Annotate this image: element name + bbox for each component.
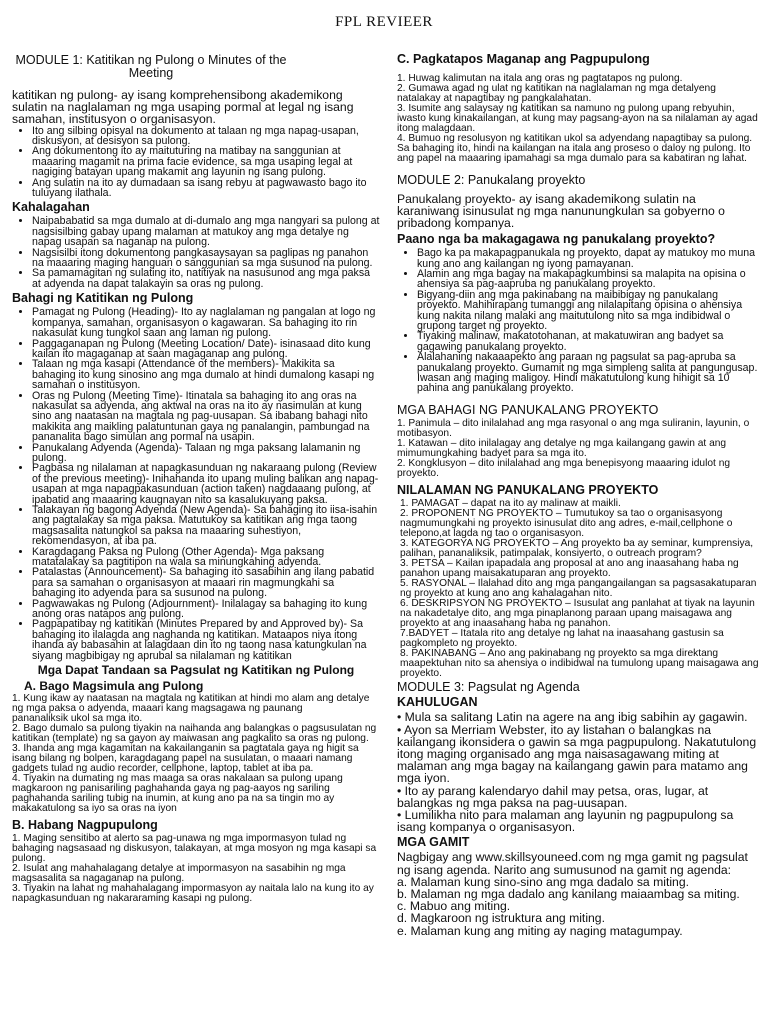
bago-heading: A. Bago Magsimula ang Pulong [24,678,204,693]
list-item: 3. KATEGORYA NG PROYEKTO – Ang proyekto ba ay seminar, kumprensiya, palihan, pananaliksik, patimpalak, konsiyerto, o outreach program? [400,537,754,559]
list-item: b. Malaman ng mga dadalo ang kanilang maiaambag sa miting. [397,886,740,901]
nilalaman-heading: NILALAMAN NG PANUKALANG PROYEKTO [397,482,659,497]
list-item: • Ito ang silbing opisyal na dokumento at talaan ng mga napag-usapan, diskusyon, at desisyon sa pulong. [32,126,380,147]
list-item: • Talaan ng mga kasapi (Attendance of the members)- Makikita sa bahaging ito kung sinosino ang mga dumalo at hindi dumalong kasapi ng samahan o institusyon. [32,359,380,390]
bahagi-heading: Bahagi ng Katitikan ng Pulong [12,291,194,306]
list-item: 2. Gumawa agad ng ulat ng katitikan na naglalaman ng mga detalyeng natalakay at napagtibay ng pangkalahatan. [397,83,716,104]
gamit-intro: Nagbigay ang www.skillsyouneed.com ng mga gamit ng pagsulat ng isang agenda. Narito ang sumusunod na gamit ng agenda: [397,850,748,877]
paano-heading: Paano nga ba makagagawa ng panukalang proyekto? [397,232,716,247]
list-item: • Sa pamamagitan ng sulating ito, natitiyak na nasusunod ang mga paksa at adyenda na dapat talakayin sa oras ng pulong. [32,268,380,289]
list-item: • Panukalang Adyenda (Agenda)- Talaan ng mga paksang lalamanin ng pulong. [32,443,380,464]
list-item: • Alamin ang mga bagay na makapagkumbinsi sa malapita na opisina o ahensiya sa pag-aapruba ng panukalang proyekto. [417,269,761,290]
list-item: 2. Isulat ang mahahalagang detalye at impormasyon na sasabihin ng mga magsasalita sa nagaganap na pulong. [12,863,346,885]
bahagi-panukala-list [397,419,761,479]
list-item: • Lumilikha nito para malaman ang layunin ng pagpupulong sa isang kompanya o organisasyon. [397,807,734,835]
list-item: • Tiyaking malinaw, makatotohanan, at makatuwiran ang badyet sa gagawing panukalang proyekto. [417,331,761,352]
list-item: • Talakayan ng bagong Adyenda (New Agenda)- Sa bahaging ito iisa-isahin ang pagtalakay sa mga paksa. Matutukoy sa katitikan ang mga taong magsasalita natungkol sa paksa na maaaring suhestiyon, rekomendasyon, at iba pa. [32,505,380,547]
list-item: d. Magkaroon ng istruktura ang miting. [397,911,605,926]
page-title: FPL REVIEER [335,14,433,30]
list-item: • Pagpapatibay ng katitikan (Minutes Prepared by and Approved by)- Sa bahaging ito ilalagda ang naghanda ng katitikan. Mataapos niya itong ihanda ay babasahin at lalagdaan din ito ng taong nasa katungkulan na siyang magbibigay ng aprubal sa nilalaman ng katitikan [32,619,380,661]
intro-bullets [12,126,380,199]
right-column [397,50,761,937]
list-item: 2. PROPONENT NG PROYEKTO – Tumutukoy sa tao o organisasyong nagmumungkahi ng proyekto isinusulat dito ang adres, e-mail,cellphone o telepono,at lagda ng tao o organisasyon. [400,507,733,539]
list-item: c. Mabuo ang miting. [397,899,511,914]
list-item: 7.BADYET – Itatala rito ang detalye ng lahat na inaasahang gastusin sa pagkompleto ng proyekto. [400,627,724,649]
bahagi-bullets [12,307,380,661]
list-item: 2. Bago dumalo sa pulong tiyakin na naihanda ang balangkas o pagsusulatan ng katitikan (template) ng sa gayon ay maiwasan ang pagkalito sa oras ng pulong. [12,723,377,745]
list-item: • Karagdagang Paksa ng Pulong (Other Agenda)- Mga paksang matatalakay sa pagtitipon na wala sa minungkahing adyenda. [32,547,380,568]
list-item: 3. Tiyakin na lahat ng mahahalagang impormasyon ay naitala lalo na kung ito ay napagkasunduan ng nakararaming kasapi ng pulong. [12,883,374,905]
kahulugan-list [397,711,761,833]
list-item: • Pamagat ng Pulong (Heading)- Ito ay naglalaman ng pangalan at logo ng kompanya, samahan, organisasyon o kagawaran. Sa bahaging ito rin nakasulat kung tungkol saan ang laman ng pulong. [32,307,380,338]
list-item: e. Malaman kung ang miting ay naging matagumpay. [397,923,683,938]
list-item: • Nagsisilbi itong dokumentong pangkasaysayan sa paglipas ng panahon na maaaring maging hanguan o sanggunian sa mga susunod na pulong. [32,248,380,269]
list-item: 1. Maging sensitibo at alerto sa pag-unawa ng mga impormasyon tulad ng bahaging nagsasaad ng diskusyon, talakayan, at mga mosyon ng mga kasapi sa pulong. [12,833,377,865]
list-item: • Ayon sa Merriam Webster, ito ay listahan o balangkas na kailangang ikonsidera o gawin sa mga pagpupulong. Nakatutulong itong maging organisado ang mga naisasagawang miting at malaman ang mga bagay na kailangang gawin para matamo ang mga iyon. [397,722,757,786]
list-item: • Ito ay parang kalendaryo dahil may petsa, oras, lugar, at balangkas ng mga paksa na pag-uusapan. [397,783,709,810]
list-item: • Oras ng Pulong (Meeting Time)- Itinatala sa bahaging ito ang oras na nakasulat sa adyenda, ang aktwal na oras na ito ay nasimulan at kung sino ang naatasan na magtala ng pag-uusapan. Sa ibabang bahagi nito makikita ang maikling palatuntunan gaya ng panalangin, pambungad na pananalita bago simulan ang pormal na usapin. [32,391,380,443]
module1-heading: MODULE 1: Katitikan ng Pulong o Minutes of the Meeting [15,53,287,80]
list-item: 8. PAKINABANG – Ano ang pakinabang ng proyekto sa mga direktang maapektuhan nito sa ahensiya o indibidwal na tumulong upang maisagawa ang proyekto. [400,647,759,679]
list-item: 1. Huwag kalimutan na itala ang oras ng pagtatapos ng pulong. [397,73,683,84]
left-column [12,50,380,904]
list-item: 6. DESKRIPSYON NG PROYEKTO – Isusulat ang panlahat at tiyak na layunin na nakadetalye dito, ang mga pinaplanong paraan upang maisagawa ang proyekto at ang inaasahang haba ng panahon. [400,597,755,629]
pagkatapos-list [397,74,761,164]
module2-heading: MODULE 2: Panukalang proyekto [397,173,586,187]
module3-heading: MODULE 3: Pagsulat ng Agenda [397,679,580,694]
list-item: 1. Panimula – dito inilalahad ang mga rasyonal o ang mga suliranin, layunin, o motibasyon. [397,417,750,439]
list-item: 3. Ihanda ang mga kagamitan na kakailanganin sa pagtatala gaya ng higit sa isang bilang ng bolpen, karagdagang papel na susulatan, o maaari namang gadgets tulad ng audio recorder, cellphone, laptop, tablet at iba pa. [12,743,359,775]
dapat-tandaan-heading: Mga Dapat Tandaan sa Pagsulat ng Katitikan ng Pulong [37,663,355,678]
list-item: • Mula sa salitang Latin na agere na ang ibig sabihin ay gagawin. [397,710,748,725]
bahagi-panukala-heading: MGA BAHAGI NG PANUKALANG PROYEKTO [397,402,659,417]
list-item: 4. Tiyakin na dumating ng mas maaga sa oras nakalaan sa pulong upang magkaroon ng panisariling paghahanda gaya ng pag-aayos ng sariling paghahanda sariling tubig na inumin, at kung ano pa na sa tingin mo ay makakatulong sa iyo sa oras na iyon [12,773,343,815]
kahalagahan-heading: Kahalagahan [12,200,90,215]
list-item: 1. Katawan – dito inilalagay ang detalye ng mga kailangang gawin at ang mimumungkahing badyet para sa mga ito. [397,437,727,459]
paano-bullets [397,248,761,394]
list-item: 1. Kung ikaw ay naatasan na magtala ng katitikan at hindi mo alam ang detalye ng mga paksa o adyenda, maaari kang magsagawa ng paunang [12,693,370,715]
bago-list [12,694,380,814]
list-item: 3. Isumite ang salaysay ng katitikan sa namuno ng pulong upang rebyuhin, iwasto kung kinakailangan, at kung may pagsang-ayon na sa nilalaman ay agad itong malagdaan. [397,103,758,134]
list-item: • Pagbasa ng nilalaman at napagkasunduan ng nakaraang pulong (Review of the previous meeting)- Inihahanda ito upang muling balikan ang napag-usapan at mga napagpakasunduan (action taken) nagdaaang pulong, at ipabatid ang maaaring kaugnayan nito sa kasalukuyang paksa. [32,463,380,505]
list-item: • Alalahaning nakaaapekto ang paraan ng pagsulat sa pag-apruba sa panukalang proyekto. Gumamit ng mga simpleng salita at pangungusap. Iwasan ang maging maligoy. Hindi makatutulong kung hihigit sa 10 pahina ang panukalang proyekto. [417,352,761,394]
list-item: • Bigyang-diin ang mga pakinabang na maibibigay ng panukalang proyekto. Mahihirapang tumanggi ang nilalapitang opisina o ahensiya kung nakita nilang malaki ang maitutulong nito sa mga indibidwal o grupong target ng proyekto. [417,290,761,332]
gamit-list [397,876,761,937]
list-item: a. Malaman kung sino-sino ang mga dadalo sa miting. [397,874,689,889]
habang-heading: B. Habang Nagpupulong [12,818,158,833]
list-item: • Naipababatid sa mga dumalo at di-dumalo ang mga nangyari sa pulong at nagsisilbing gabay upang malaman at matukoy ang mga detalye ng napag usapan sa naganap na pulong. [32,216,380,247]
list-item: • Paggaganapan ng Pulong (Meeting Location/ Date)- isinasaad dito kung kailan ito magaganap at saan magaganap ang pulong. [32,339,380,360]
habang-list [12,834,380,904]
list-item: • Pagwawakas ng Pulong (Adjournment)- Inilalagay sa bahaging ito kung anong oras natapos ang pulong. [32,599,380,620]
list-item: pananaliksik ukol sa mga ito. [12,713,143,725]
list-item: 5. RASYONAL – Ilalahad dito ang mga pangangailangan sa pagsasakatuparan ng proyekto at kung ano ang kahalagahan nito. [400,577,757,599]
module2-intro: Panukalang proyekto- ay isang akademikong sulatin na karaniwang isinusulat ng mga nanunungkulan sa gobyerno o pribadong kompanya. [397,191,725,230]
list-item: 4. Bumuo ng resolusyon ng katitikan ukol sa adyendang napagtibay sa pulong. Sa bahaging ito, hindi na kailangan na itala ang proseso o daloy ng pulong. Ito ang papel na maaaring ipamahagi sa mga dumalo para sa kabatiran ng lahat. [397,133,753,164]
list-item: • Patalastas (Announcement)- Sa bahaging ito sasabihin ang ilang pabatid para sa samahan o organisasyon at maaari rin magmungkahi sa bahaging ito adyenda para sa susunod na pulong. [32,567,380,598]
pagkatapos-heading: C. Pagkatapos Maganap ang Pagpupulong [397,52,650,66]
module1-intro: katitikan ng pulong- ay isang komprehensibong akademikong sulatin na naglalaman ng mga usaping pormal at legal ng isang samahan, institusyon o organisasyon. [12,88,354,127]
list-item: 1. PAMAGAT – dapat na ito ay malinaw at maikli. [400,497,621,509]
nilalaman-list [397,499,761,679]
kahalagahan-bullets [12,216,380,289]
list-item: • Ang dokumentong ito ay maituturing na matibay na sanggunian at maaaring magamit na prima facie evidence, sa mga usaping legal at nagiging batayan upang makamit ang layunin ng isang pulong. [32,146,380,177]
gamit-heading: MGA GAMIT [397,835,470,850]
kahulugan-heading: KAHULUGAN [397,695,478,710]
list-item: • Bago ka pa makapagpanukala ng proyekto, dapat ay matukoy mo muna kung ano ang kailangan ng iyong pamayanan. [417,248,761,269]
list-item: • Ang sulatin na ito ay dumadaan sa isang rebyu at pagwawasto bago ito tuluyang ilathala. [32,178,380,199]
list-item: 3. PETSA – Kailan ipapadala ang proposal at ano ang inaasahang haba ng panahon upang maisakatuparan ang proyekto. [400,557,739,579]
list-item: 2. Kongklusyon – dito inilalahad ang mga benepisyong maaaring idulot ng proyekto. [397,457,731,479]
